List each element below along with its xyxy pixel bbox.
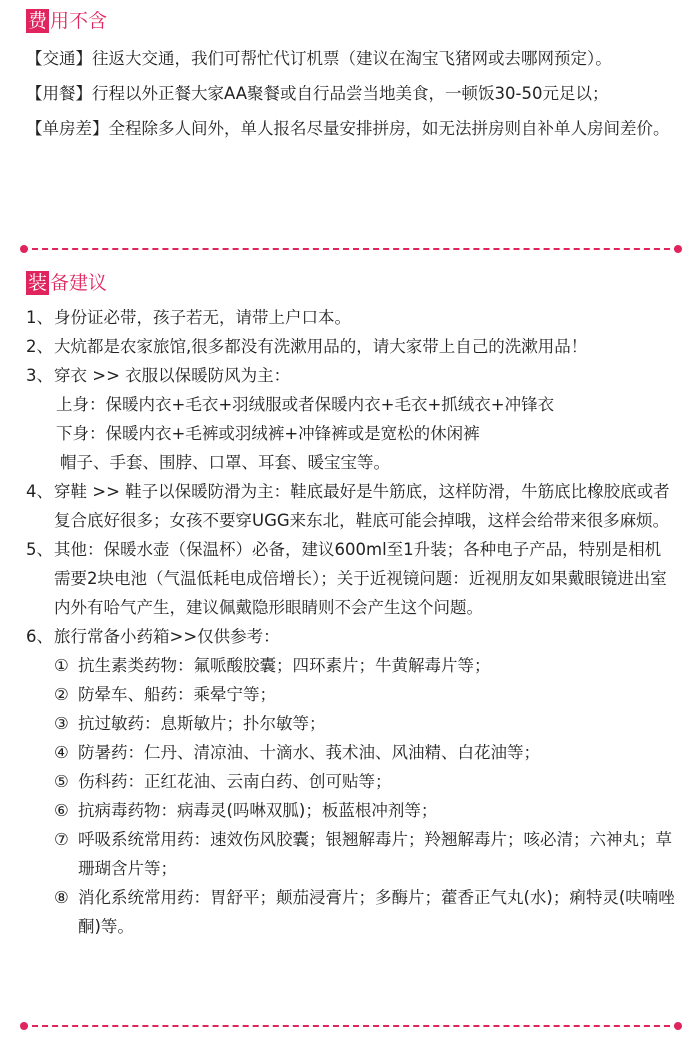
item-text: 穿衣 >> 衣服以保暖防风为主： [54,366,291,385]
section-divider [22,1025,680,1027]
item-text: 身份证必带，孩子若无，请带上户口本。 [54,308,351,327]
medicine-text: 抗病毒药物：病毒灵(吗啉双胍)；板蓝根冲剂等； [78,801,438,820]
item-number: 5、 [26,540,53,559]
medicine-text: 防暑药：仁丹、清凉油、十滴水、莪术油、风油精、白花油等； [78,743,540,762]
list-item [26,477,676,535]
medicine-number: ① [54,656,69,675]
medicine-number: ⑧ [54,888,69,907]
medicine-number: ⑤ [54,772,69,791]
medicine-text: 防晕车、船药：乘晕宁等； [78,685,276,704]
clothing-bottom: 下身：保暖内衣+毛裤或羽绒裤+冲锋裤或是宽松的休闲裤 [56,424,480,443]
medicine-text: 伤科药：正红花油、云南白药、创可贴等； [78,772,392,791]
fees-title-highlight: 费 [28,10,48,32]
medicine-item [26,825,676,883]
fee-text: 全程除多人间外，单人报名尽量安排拼房，如无法拼房则自补单人房间差价。 [108,119,670,138]
medicine-item [26,738,676,767]
item-text: 旅行常备小药箱>>仅供参考： [54,627,280,646]
medicine-number: ⑥ [54,801,69,820]
equipment-section-title [26,270,107,296]
medicine-item [26,767,676,796]
fee-label: 【用餐】 [26,84,92,103]
item-number: 4、 [26,482,53,501]
medicine-text: 消化系统常用药：胃舒平；颠茄浸膏片；多酶片；藿香正气丸(水)；痢特灵(呋喃唑酮)等。 [78,888,675,936]
medicine-number: ④ [54,743,69,762]
item-number: 6、 [26,627,53,646]
clothing-accessories: 帽子、手套、围脖、口罩、耳套、暖宝宝等。 [60,453,390,472]
fee-label: 【单房差】 [26,119,109,138]
item-number: 3、 [26,366,53,385]
medicine-text: 呼吸系统常用药：速效伤风胶囊；银翘解毒片；羚翘解毒片；咳必清；六神丸；草珊瑚含片等； [78,830,672,878]
fee-text: 往返大交通，我们可帮忙代订机票（建议在淘宝飞猪网或去哪网预定）。 [92,49,612,68]
medicine-item [26,709,676,738]
medicine-text: 抗生素类药物：氟哌酸胶囊；四环素片；牛黄解毒片等； [78,656,491,675]
list-item [26,622,676,651]
fee-text: 行程以外正餐大家AA聚餐或自行品尝当地美食，一顿饭30-50元足以； [92,84,609,103]
equipment-title-highlight: 装 [28,272,48,294]
fee-label: 【交通】 [26,49,92,68]
fee-row-meals [26,79,676,108]
fee-row-single-room [26,114,676,143]
medicine-item [26,883,676,941]
fee-row-transport [26,44,676,73]
fees-title-rest: 用不含 [50,10,108,32]
item-number: 2、 [26,337,53,356]
fees-list [26,44,676,143]
medicine-number: ⑦ [54,830,69,849]
medicine-number: ③ [54,714,69,733]
clothing-top: 上身：保暖内衣+毛衣+羽绒服或者保暖内衣+毛衣+抓绒衣+冲锋衣 [56,395,555,414]
list-item [26,303,676,332]
item-text: 大炕都是农家旅馆,很多都没有洗漱用品的，请大家带上自己的洗漱用品！ [54,337,588,356]
equipment-title-rest: 备建议 [50,272,108,294]
medicine-item [26,680,676,709]
item-number: 1、 [26,308,53,327]
medicine-text: 抗过敏药：息斯敏片；扑尔敏等； [78,714,326,733]
equipment-list [26,303,676,941]
item-text: 穿鞋 >> 鞋子以保暖防滑为主：鞋底最好是牛筋底，这样防滑，牛筋底比橡胶底或者复合底好很多；女孩不要穿UGG来东北，鞋底可能会掉哦，这样会给带来很多麻烦。 [54,482,670,530]
list-item [26,361,676,390]
medicine-number: ② [54,685,69,704]
fees-section-title [26,8,107,34]
list-item [26,332,676,361]
medicine-item [26,651,676,680]
section-divider [22,248,680,250]
item-text: 其他：保暖水壶（保温杯）必备，建议600ml至1升装；各种电子产品，特别是相机需要2块电池（气温低耗电成倍增长）；关于近视镜问题：近视朋友如果戴眼镜进出室内外有哈气产生，建议佩戴隐形眼睛则不会产生这个问题。 [54,540,667,617]
medicine-item [26,796,676,825]
list-item [26,535,676,622]
